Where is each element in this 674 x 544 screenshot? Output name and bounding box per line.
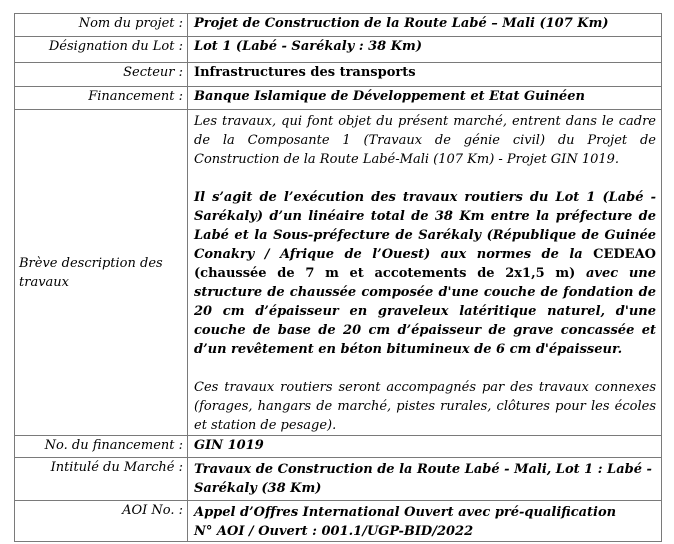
label-nom-projet: Nom du projet :	[15, 14, 188, 37]
project-info-table	[14, 13, 662, 542]
label-no-financement: No. du financement :	[15, 436, 188, 458]
value-designation-lot: Lot 1 (Labé - Sarékaly : 38 Km)	[188, 37, 662, 63]
value-no-financement: GIN 1019	[188, 436, 662, 458]
label-financement: Financement :	[15, 87, 188, 110]
row-designation-lot	[15, 37, 662, 63]
label-intitule: Intitulé du Marché :	[15, 458, 188, 501]
value-nom-projet: Projet de Construction de la Route Labé – Mali (107 Km)	[188, 14, 662, 37]
row-intitule	[15, 458, 662, 501]
label-description: Brève description des travaux	[15, 110, 188, 436]
value-intitule: Travaux de Construction de la Route Labé - Mali, Lot 1 : Labé - Sarékaly (38 Km)	[188, 458, 662, 501]
value-secteur: Infrastructures des transports	[188, 63, 662, 87]
description-paragraph-1: Les travaux, qui font objet du présent marché, entrent dans le cadre de la Composante 1 (Travaux de génie civil) du Projet de Construction de la Route Labé-Mali (107 Km) - Projet GIN 1019.	[194, 114, 656, 167]
row-no-financement	[15, 436, 662, 458]
row-description	[15, 110, 662, 436]
label-secteur: Secteur :	[15, 63, 188, 87]
label-designation-lot: Désignation du Lot :	[15, 37, 188, 63]
row-nom-projet	[15, 14, 662, 37]
description-paragraph-2	[194, 188, 656, 359]
row-secteur	[15, 63, 662, 87]
aoi-line-1: Appel d’Offres International Ouvert avec pré-qualification	[194, 505, 617, 520]
value-financement: Banque Islamique de Développement et Etat Guinéen	[188, 87, 662, 110]
row-financement	[15, 87, 662, 110]
aoi-line-2: N° AOI / Ouvert : 001.1/UGP-BID/2022	[194, 524, 474, 539]
description-p2-part-c: avec une structure de chaussée composée d'une couche de fondation de 20 cm d’épaisseur en graveleux latéritique naturel, d'une couche de base de 20 cm d’épaisseur de grave concassée et d’un revêtement en béton bitumineux de 6 cm d'épaisseur.	[194, 266, 656, 357]
row-aoi	[15, 501, 662, 542]
description-paragraph-3: Ces travaux routiers seront accompagnés par des travaux connexes (forages, hangars de marché, pistes rurales, clôtures pour les écoles et station de pesage).	[194, 380, 656, 433]
description-p2-part-a: Il s’agit de l’exécution des travaux routiers du Lot 1 (Labé - Sarékaly) d’un linéaire total de 38 Km entre la préfecture de Labé et la Sous-préfecture de Sarékaly (République de Guinée Conakry / Afrique de l’Ouest) aux normes de la	[194, 190, 656, 262]
value-description	[188, 110, 662, 436]
value-aoi	[188, 501, 662, 542]
label-aoi: AOI No. :	[15, 501, 188, 542]
description-p2-part-b: CEDEAO (chaussée de 7 m et accotements de 2x1,5 m)	[194, 247, 656, 281]
